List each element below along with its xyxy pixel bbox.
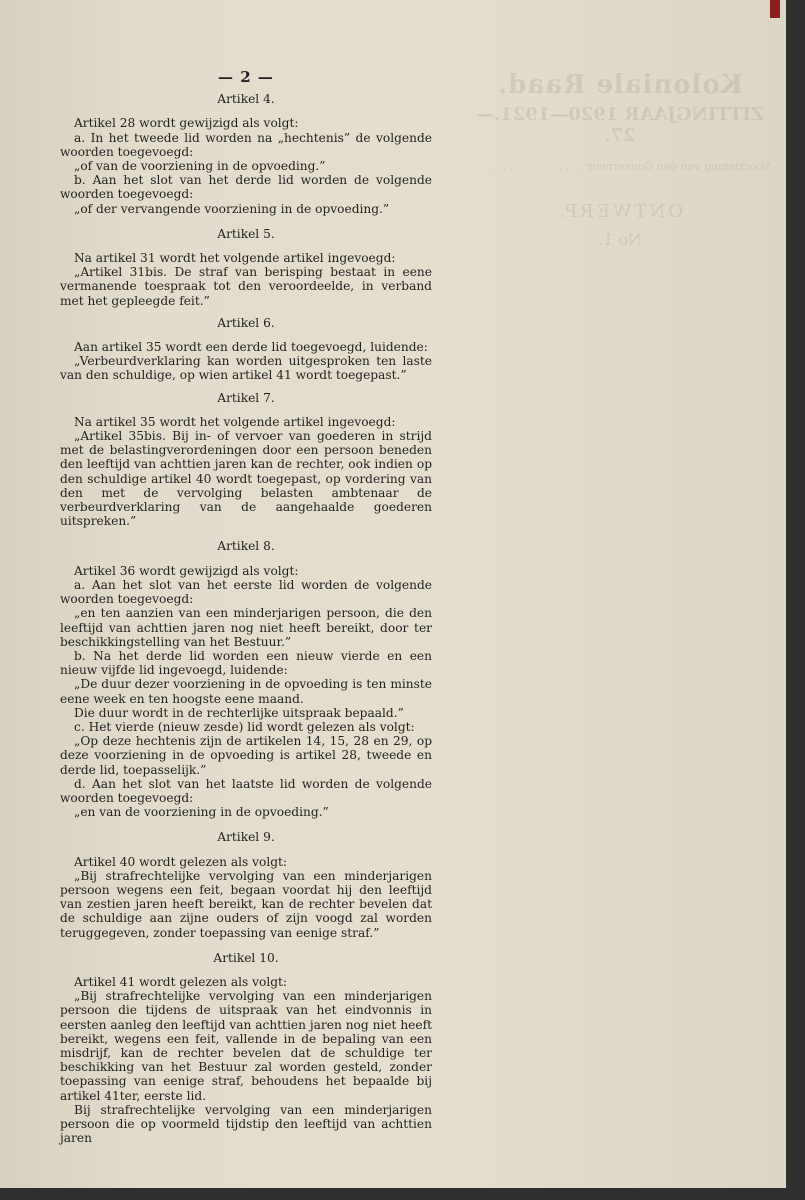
- paragraph: a. Aan het slot van het eerste lid worden de volgende woorden toegevoegd:: [60, 577, 432, 607]
- article-heading: Artikel 7.: [217, 390, 275, 405]
- article-8: [60, 539, 432, 819]
- paragraph: b. Aan het slot van het derde lid worden de volgende woorden toegevoegd:: [60, 173, 432, 202]
- paragraph: Artikel 28 wordt gewijzigd als volgt:: [74, 116, 299, 131]
- paragraph: Na artikel 31 wordt het volgende artikel ingevoegd:: [74, 251, 396, 266]
- paragraph: „of der vervangende voorziening in de opvoeding.”: [74, 201, 390, 216]
- article-10: [60, 951, 432, 1146]
- paragraph: „Artikel 35bis. Bij in- of vervoer van goederen in strijd met de belastingverordeningen door een persoon beneden den leeftijd van achttien jaren kan de rechter, ook indien op den schuldige artikel 40 wordt toegepast, op vordering van den met de vervolging belasten ambtenaar de verbeurdverklaring van de aangehaalde goederen uitspreken.”: [60, 429, 432, 529]
- article-heading: Artikel 5.: [217, 226, 275, 241]
- article-5: [60, 227, 432, 308]
- article-heading: Artikel 8.: [217, 539, 275, 554]
- article-heading: Artikel 6.: [217, 315, 275, 330]
- paragraph: „en van de voorziening in de opvoeding.”: [74, 805, 329, 820]
- paragraph: Artikel 36 wordt gewijzigd als volgt:: [74, 563, 299, 578]
- paragraph: „en ten aanzien van een minderjarigen persoon, die den leeftijd van achttien jaren nog niet heeft bereikt, door ter beschikkingstelling van het Bestuur.”: [60, 606, 432, 649]
- paragraph: b. Na het derde lid worden een nieuw vierde en een nieuw vijfde lid ingevoegd, luidende:: [60, 648, 432, 678]
- paragraph: „Bij strafrechtelijke vervolging van een minderjarigen persoon wegens een feit, begaan voordat hij den leeftijd van zestien jaren heeft bereikt, kan de rechter bevelen dat de schuldige aan zijne ouders of zijn voogd zal worden teruggegeven, zonder toepassing van eenige straf.”: [60, 868, 432, 940]
- bleed-title: Koloniale Raad.: [497, 70, 743, 100]
- bleed-ontwerp: ONTWERP.: [557, 201, 683, 222]
- article-heading: Artikel 4.: [217, 92, 275, 107]
- paragraph: „De duur dezer voorziening in de opvoeding is ten minste eene week en ten hoogste eene maand.: [60, 677, 432, 706]
- paragraph: c. Het vierde (nieuw zesde) lid wordt gelezen als volgt:: [74, 719, 415, 734]
- paragraph: Bij strafrechtelijke vervolging van een minderjarigen persoon die op voormeld tijdstip den leeftijd van achttien jaren: [60, 1102, 432, 1146]
- paragraph: Aan artikel 35 wordt een derde lid toegevoegd, luidende:: [74, 340, 428, 355]
- article-heading: Artikel 9.: [217, 830, 275, 845]
- bleed-number: No 1.: [598, 230, 642, 249]
- paragraph: „Verbeurdverklaring kan worden uitgesproken ten laste van den schuldige, op wien artikel 41 wordt toegepast.”: [60, 354, 432, 383]
- paragraph: „Op deze hechtenis zijn de artikelen 14, 15, 28 en 29, op deze voorziening in de opvoeding is artikel 28, tweede en derde lid, toepasselijk.”: [60, 734, 432, 777]
- bleed-note: Voorziening van den Gouverneur . . . . . . . . . . . . . . .: [481, 160, 770, 173]
- bleed-through-text: [470, 70, 770, 249]
- paragraph: „Bij strafrechtelijke vervolging van een minderjarigen persoon die tijdens de uitspraak van het eindvonnis in eersten aanleg den leeftijd van achttien jaren nog niet heeft bereikt, wegens een feit, vallende in de bepaling van een misdrijf, kan de rechter bevelen dat de schuldige ter beschikking van het Bestuur zal worden gesteld, zonder toepassing van eenige straf, behoudens het bepaalde bij artikel 41ter, eerste lid.: [60, 989, 432, 1103]
- paragraph: Die duur wordt in de rechterlijke uitspraak bepaald.”: [74, 705, 404, 720]
- article-7: [60, 391, 432, 529]
- article-6: [60, 316, 432, 383]
- article-heading: Artikel 10.: [213, 950, 279, 965]
- scan-edge-right: [786, 0, 805, 1200]
- paragraph: Artikel 41 wordt gelezen als volgt:: [74, 974, 288, 989]
- paragraph: Artikel 40 wordt gelezen als volgt:: [74, 854, 288, 869]
- scan-edge-bottom: [0, 1188, 805, 1200]
- archive-tab-marker: [770, 0, 780, 18]
- page-number: — 2 —: [218, 68, 274, 86]
- paragraph: „Artikel 31bis. De straf van berisping bestaat in eene vermanende toespraak tot den veroordeelde, in verband met het gepleegde feit.”: [60, 265, 432, 308]
- paragraph: Na artikel 35 wordt het volgende artikel ingevoegd:: [74, 414, 396, 429]
- paragraph: d. Aan het slot van het laatste lid worden de volgende woorden toegevoegd:: [60, 776, 432, 805]
- article-4: [60, 92, 432, 216]
- article-9: [60, 830, 432, 939]
- paragraph: a. In het tweede lid worden na „hechtenis” de volgende woorden toegevoegd:: [60, 130, 432, 159]
- paragraph: „of van de voorziening in de opvoeding.”: [74, 159, 326, 174]
- document-body: [60, 70, 432, 1145]
- bleed-session: ZITTINGJAAR 1920—1921.—27.: [475, 104, 765, 146]
